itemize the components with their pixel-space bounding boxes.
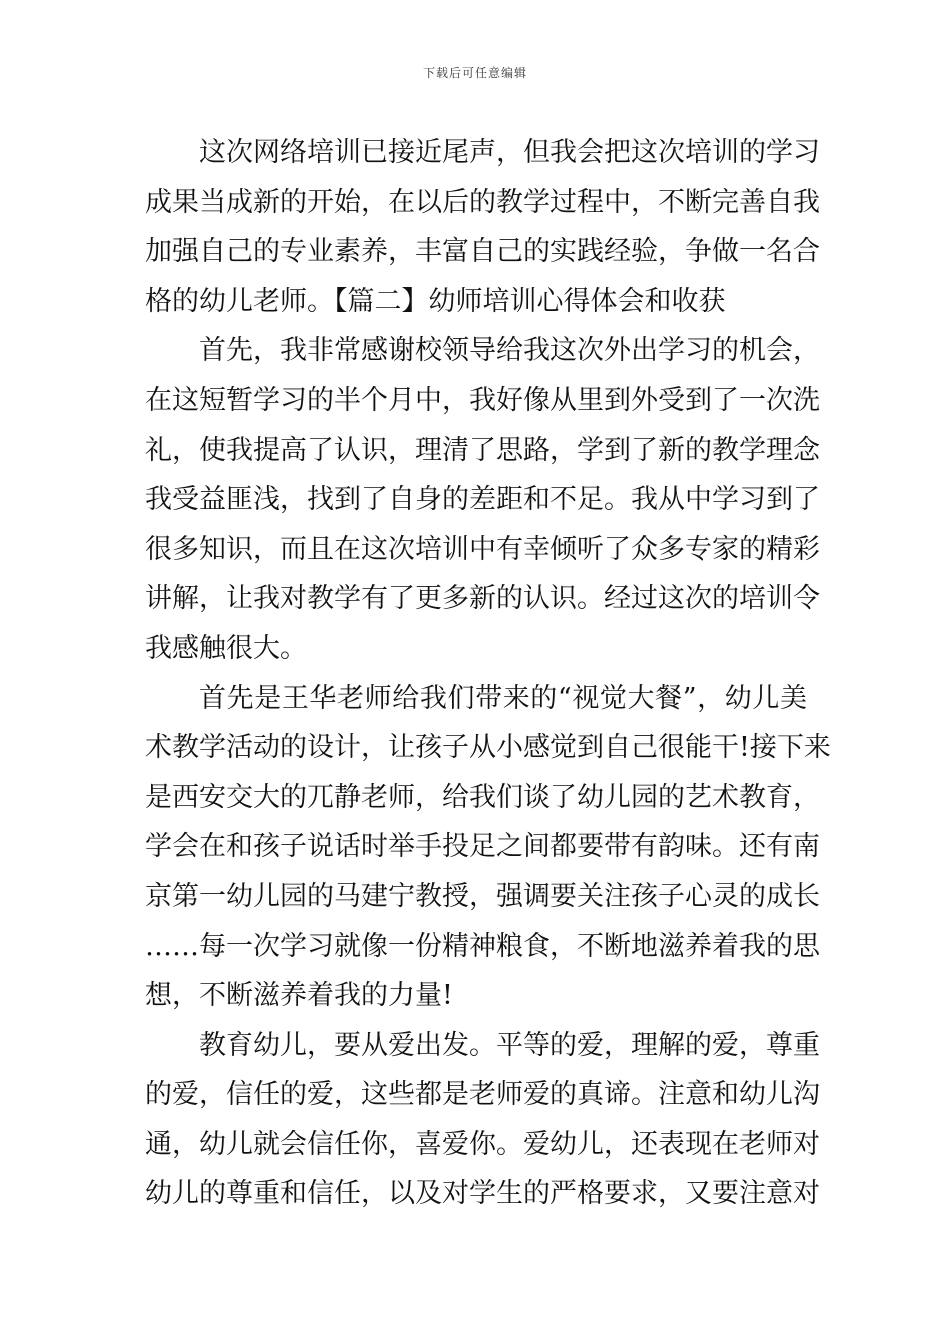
text-line: 礼，使我提高了认识，理清了思路，学到了新的教学理念	[145, 434, 820, 466]
text-line: ……每一次学习就像一份精神粮食，不断地滋养着我的思	[145, 930, 820, 962]
text-line: 是西安交大的兀静老师，给我们谈了幼儿园的艺术教育，	[145, 781, 820, 813]
text-line: 学会在和孩子说话时举手投足之间都要带有韵味。还有南	[145, 831, 820, 863]
text-line: 通，幼儿就会信任你，喜爱你。爱幼儿，还表现在老师对	[145, 1128, 820, 1160]
text-line: 成果当成新的开始，在以后的教学过程中，不断完善自我	[145, 186, 820, 218]
text-line: 这次网络培训已接近尾声，但我会把这次培训的学习	[199, 137, 820, 168]
text-line: 很多知识，而且在这次培训中有幸倾听了众多专家的精彩	[145, 533, 820, 565]
text-line: 我感触很大。	[145, 632, 307, 664]
text-line: 讲解，让我对教学有了更多新的认识。经过这次的培训令	[145, 583, 820, 615]
text-line: 我受益匪浅，找到了自身的差距和不足。我从中学习到了	[145, 484, 820, 516]
text-line: 幼儿的尊重和信任，以及对学生的严格要求，又要注意对	[145, 1178, 820, 1210]
paragraph	[145, 1021, 820, 1219]
text-line: 的爱，信任的爱，这些都是老师爱的真谛。注意和幼儿沟	[145, 1079, 820, 1111]
paragraph	[145, 674, 831, 1021]
text-line: 术教学活动的设计，让孩子从小感觉到自己很能干!接下来	[145, 732, 831, 764]
document-body	[145, 128, 831, 1219]
paragraph	[145, 128, 820, 326]
text-line: 京第一幼儿园的马建宁教授，强调要关注孩子心灵的成长	[145, 880, 820, 912]
text-line: 在这短暂学习的半个月中，我好像从里到外受到了一次洗	[145, 384, 820, 416]
text-line: 想，不断滋养着我的力量!	[145, 980, 453, 1012]
text-line: 加强自己的专业素养，丰富自己的实践经验，争做一名合	[145, 236, 820, 268]
text-line: 格的幼儿老师。【篇二】幼师培训心得体会和收获	[145, 285, 726, 317]
text-line: 首先，我非常感谢校领导给我这次外出学习的机会，	[199, 335, 820, 367]
page-header: 下载后可任意编辑	[422, 66, 527, 80]
text-line: 首先是王华老师给我们带来的“视觉大餐”，幼儿美	[199, 682, 807, 714]
text-line: 教育幼儿，要从爱出发。平等的爱，理解的爱，尊重	[199, 1029, 820, 1061]
paragraph	[145, 326, 820, 673]
